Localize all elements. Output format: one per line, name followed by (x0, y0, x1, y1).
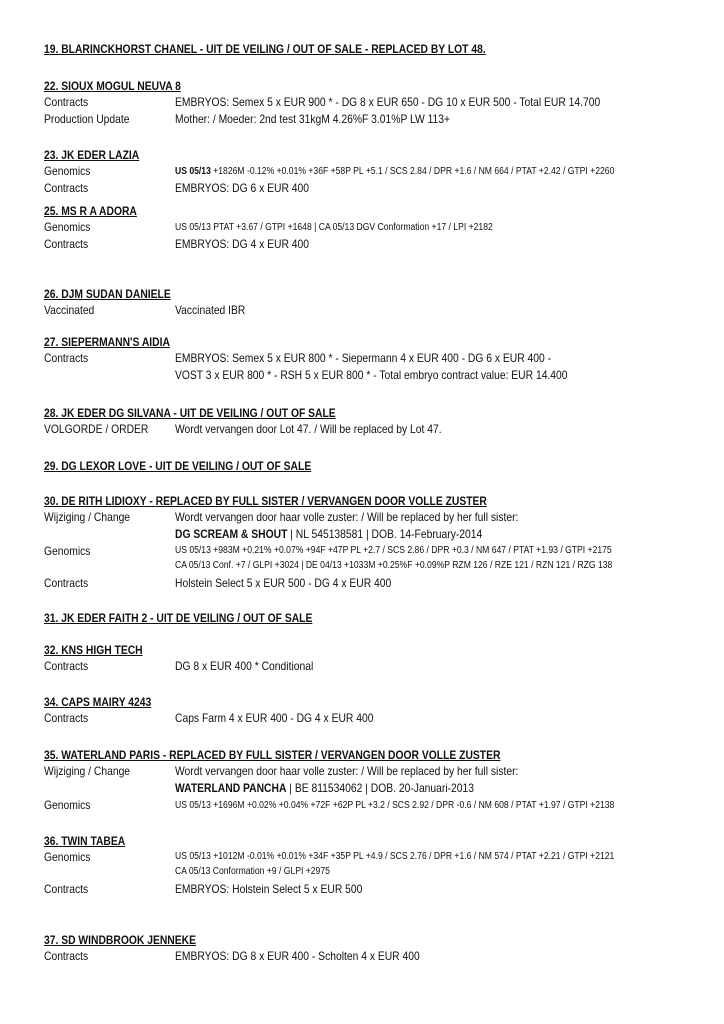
contracts-row (44, 575, 714, 592)
contracts-row (44, 236, 714, 253)
replacement-name: WATERLAND PANCHA (175, 781, 287, 795)
row-label: Contracts (44, 882, 89, 896)
row-label: Genomics (44, 220, 91, 234)
row-value-lines (175, 350, 631, 384)
lot-37 (44, 933, 714, 965)
lot-26 (44, 287, 714, 319)
genomics-line: US 05/13 +983M +0.21% +0.07% +94F +47P PL +2.7 / SCS 2.86 / DPR +0.3 / NM 647 / PTAT +1.93 / GTPI +2175 (175, 545, 612, 556)
row-label: Contracts (44, 95, 89, 109)
row-value: EMBRYOS: Semex 5 x EUR 900 * - DG 8 x EUR 650 - DG 10 x EUR 500 - Total EUR 14.700 (175, 95, 601, 109)
lot-title: 36. TWIN TABEA (44, 834, 126, 848)
row-label: VOLGORDE / ORDER (44, 422, 149, 436)
replacement-name: DG SCREAM & SHOUT (175, 527, 288, 541)
change-row (44, 509, 714, 526)
replacement-row (44, 780, 714, 797)
lot-23 (44, 148, 714, 197)
row-label: Contracts (44, 576, 89, 590)
genomics-line: CA 05/13 Conf. +7 / GLPI +3024 | DE 04/13 +1033M +0.25%F +0.09%P RZM 126 / RZE 121 / RZN 121 / RZG 138 (175, 560, 613, 571)
row-value (175, 526, 482, 543)
contracts-row (44, 948, 714, 965)
genomics-row (44, 163, 714, 180)
lot-title: 27. SIEPERMANN'S AIDIA (44, 335, 170, 349)
row-value: Wordt vervangen door Lot 47. / Will be replaced by Lot 47. (175, 422, 442, 436)
row-value (175, 780, 474, 797)
row-value: Caps Farm 4 x EUR 400 - DG 4 x EUR 400 (175, 711, 374, 725)
row-label: Contracts (44, 659, 89, 673)
contracts-row (44, 658, 714, 675)
lot-title: 32. KNS HIGH TECH (44, 643, 143, 657)
row-label: Wijziging / Change (44, 764, 131, 778)
lot-19 (44, 42, 714, 57)
row-label: Contracts (44, 351, 89, 365)
lot-title: 37. SD WINDBROOK JENNEKE (44, 933, 196, 947)
lot-36 (44, 834, 714, 898)
row-value: EMBRYOS: DG 6 x EUR 400 (175, 181, 310, 195)
vaccinated-row (44, 302, 714, 319)
lot-title: 31. JK EDER FAITH 2 - UIT DE VEILING / OUT OF SALE (44, 611, 313, 625)
production-update-row (44, 111, 714, 128)
lot-28 (44, 406, 714, 438)
lot-22 (44, 79, 714, 128)
lot-29 (44, 459, 714, 474)
row-label: Genomics (44, 798, 91, 812)
row-value-lines (175, 543, 684, 573)
row-value: US 05/13 PTAT +3.67 / GTPI +1648 | CA 05/13 DGV Conformation +17 / LPI +2182 (175, 222, 493, 233)
row-label: Contracts (44, 949, 89, 963)
lot-title: 34. CAPS MAIRY 4243 (44, 695, 152, 709)
contracts-row (44, 94, 714, 111)
row-value: Vaccinated IBR (175, 303, 246, 317)
genomics-row (44, 849, 714, 881)
row-value (175, 163, 614, 180)
lot-30 (44, 494, 714, 592)
row-value: EMBRYOS: DG 8 x EUR 400 - Scholten 4 x EUR 400 (175, 949, 420, 963)
row-label: Vaccinated (44, 303, 95, 317)
row-value: Wordt vervangen door haar volle zuster: / Will be replaced by her full sister: (175, 510, 519, 524)
contracts-row (44, 180, 714, 197)
genomics-prefix: US 05/13 (175, 166, 211, 177)
lot-title: 30. DE RITH LIDIOXY - REPLACED BY FULL SISTER / VERVANGEN DOOR VOLLE ZUSTER (44, 494, 487, 508)
row-value: EMBRYOS: DG 4 x EUR 400 (175, 237, 310, 251)
row-label: Genomics (44, 164, 91, 178)
contract-line: EMBRYOS: Semex 5 x EUR 800 * - Siepermann 4 x EUR 400 - DG 6 x EUR 400 - (175, 351, 552, 365)
lot-title: 25. MS R A ADORA (44, 204, 137, 218)
row-value: Mother: / Moeder: 2nd test 31kgM 4.26%F 3.01%P LW 113+ (175, 112, 451, 126)
lot-title: 22. SIOUX MOGUL NEUVA 8 (44, 79, 181, 93)
lot-title: 23. JK EDER LAZIA (44, 148, 140, 162)
genomics-values: +1826M -0.12% +0.01% +36F +58P PL +5.1 / SCS 2.84 / DPR +1.6 / NM 664 / PTAT +2.42 / GTPI +2260 (210, 166, 615, 177)
lot-32 (44, 643, 714, 675)
row-label: Contracts (44, 237, 89, 251)
genomics-row (44, 797, 714, 814)
lot-25 (44, 204, 714, 253)
row-value-lines (175, 849, 686, 879)
row-value: Wordt vervangen door haar volle zuster: / Will be replaced by her full sister: (175, 764, 519, 778)
lot-title: 35. WATERLAND PARIS - REPLACED BY FULL SISTER / VERVANGEN DOOR VOLLE ZUSTER (44, 748, 501, 762)
change-row (44, 763, 714, 780)
lot-title: 26. DJM SUDAN DANIELE (44, 287, 171, 301)
lot-31 (44, 611, 714, 626)
lot-27 (44, 335, 714, 384)
lot-34 (44, 695, 714, 727)
genomics-row (44, 543, 714, 575)
order-row (44, 421, 714, 438)
contracts-row (44, 710, 714, 727)
row-value: DG 8 x EUR 400 * Conditional (175, 659, 314, 673)
row-label: Production Update (44, 112, 130, 126)
row-label: Wijziging / Change (44, 510, 131, 524)
replacement-row (44, 526, 714, 543)
row-value: Holstein Select 5 x EUR 500 - DG 4 x EUR 400 (175, 576, 392, 590)
row-label: Genomics (44, 544, 91, 558)
lot-35 (44, 748, 714, 814)
row-label: Genomics (44, 850, 91, 864)
genomics-row (44, 219, 714, 236)
replacement-details: | NL 545138581 | DOB. 14-February-2014 (287, 527, 483, 541)
replacement-details: | BE 811534062 | DOB. 20-Januari-2013 (286, 781, 475, 795)
contracts-row (44, 881, 714, 898)
row-value: EMBRYOS: Holstein Select 5 x EUR 500 (175, 882, 363, 896)
contract-line: VOST 3 x EUR 800 * - RSH 5 x EUR 800 * - Total embryo contract value: EUR 14.400 (175, 368, 568, 382)
lot-title: 19. BLARINCKHORST CHANEL - UIT DE VEILING / OUT OF SALE - REPLACED BY LOT 48. (44, 42, 486, 56)
row-value: US 05/13 +1696M +0.02% +0.04% +72F +62P PL +3.2 / SCS 2.92 / DPR -0.6 / NM 608 / PTAT +1.97 / GTPI +2138 (175, 800, 615, 811)
genomics-line: CA 05/13 Conformation +9 / GLPI +2975 (175, 866, 330, 877)
genomics-line: US 05/13 +1012M -0.01% +0.01% +34F +35P PL +4.9 / SCS 2.76 / DPR +1.6 / NM 574 / PTAT +2.21 / GTPI +2121 (175, 851, 615, 862)
row-label: Contracts (44, 181, 89, 195)
lot-title: 28. JK EDER DG SILVANA - UIT DE VEILING / OUT OF SALE (44, 406, 336, 420)
lot-title: 29. DG LEXOR LOVE - UIT DE VEILING / OUT OF SALE (44, 459, 312, 473)
row-label: Contracts (44, 711, 89, 725)
contracts-row (44, 350, 714, 384)
